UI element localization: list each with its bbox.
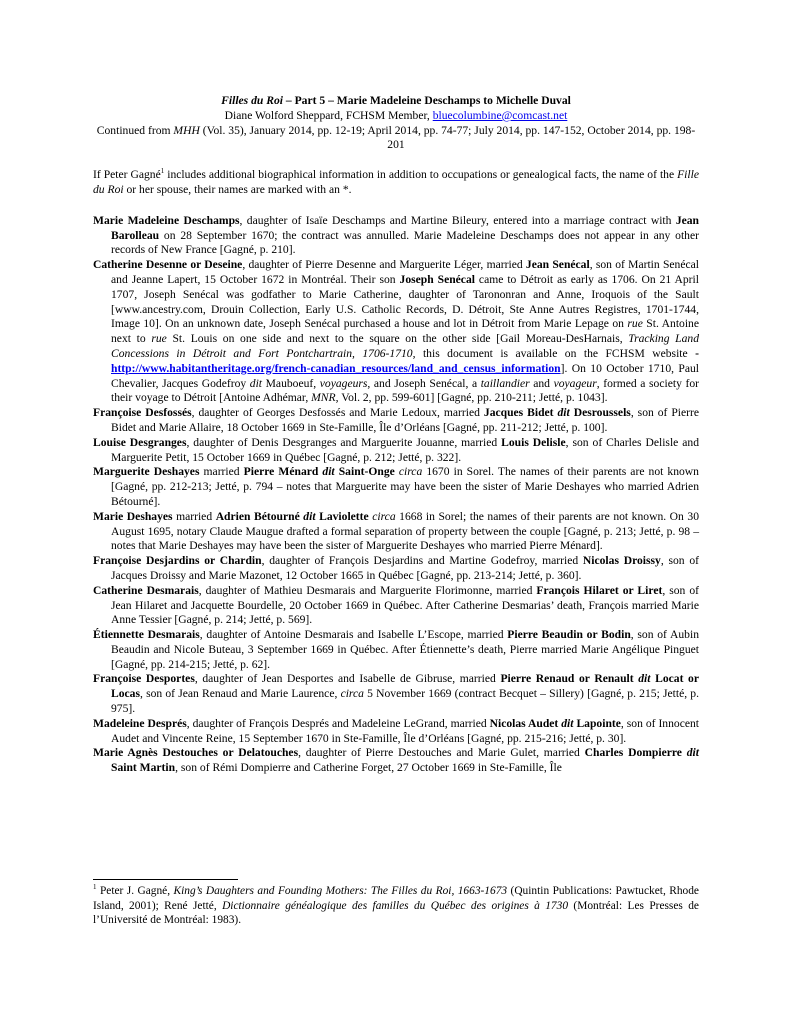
email-link[interactable]: bluecolumbine@comcast.net <box>432 108 568 122</box>
footnote-ref[interactable]: 1 <box>160 167 165 176</box>
footnote-divider <box>93 879 238 880</box>
list-item: Marie Deshayes married Adrien Bétourné dit Laviolette circa 1668 in Sorel; the names of their parents are not known. On 30 August 1695, notary Claude Maugue drafted a formal separation of property between the couple [Gagné, p. 213; Jetté, p. 98 – notes that Marie Deshayes may have been the sister of Marguerite Deshayes who married Pierre Ménard]. <box>93 509 699 553</box>
footnote: $^1$ Peter J. Gagné, King’s Daughters and Founding Mothers: The Filles du Roi, 1663-1673 (Quintin Publications: Pawtucket, Rhode Island, 2001); René Jetté, Dictionnaire généalogique des familles du Québec des origines à 1730 (Montréal: Les Presses de l’Université de Montréal: 1983). <box>93 883 699 927</box>
article-header <box>93 94 699 153</box>
list-item: Françoise Desjardins or Chardin, daughter of François Desjardins and Martine Godefroy, married Nicolas Droissy, son of Jacques Droissy and Marie Mazonet, 12 October 1665 in Québec [Gagné, pp. 213-214; Jetté, p. 360]. <box>93 554 699 582</box>
list-item: Catherine Desmarais, daughter of Mathieu Desmarais and Marguerite Florimonne, married François Hilaret or Liret, son of Jean Hilaret and Jacquette Bourdelle, 20 October 1669 in Québec. After Catherine Desmarias’ death, François married Marie Anne Tessier [Gagné, p. 214; Jetté, p. 569]. <box>93 583 699 627</box>
list-item: Marguerite Deshayes married Pierre Ménard dit Saint-Onge circa 1670 in Sorel. The names of their parents are not known [Gagné, pp. 212-213; Jetté, p. 794 – notes that Marguerite may have been the sister of Marie Deshayes who married Adrien Bétourné]. <box>93 465 699 508</box>
list-item: Louise Desgranges, daughter of Denis Desgranges and Marguerite Jouanne, married Louis Delisle, son of Charles Delisle and Marguerite Petit, 15 October 1669 in Québec [Gagné, p. 212; Jetté, p. 322]. <box>93 435 699 464</box>
list-item: Françoise Desportes, daughter of Jean Desportes and Isabelle de Gibruse, married Pierre Renaud or Renault dit Locat or Locas, son of Jean Renaud and Marie Laurence, circa 5 November 1669 (contract Becquet – Sillery) [Gagné, p. 215; Jetté, p. 975]. <box>93 672 699 716</box>
article-title: Filles du Roi – Part 5 – Marie Madeleine Deschamps to Michelle Duval <box>221 94 571 107</box>
entry-list <box>93 214 699 776</box>
article <box>93 94 699 776</box>
continuation-line: Continued from MHH (Vol. 35), January 2014, pp. 12-19; April 2014, pp. 74-77; July 2014, pp. 147-152, October 2014, pp. 198-201 <box>96 123 696 152</box>
footnote-number: 1 <box>93 883 97 892</box>
list-item: Marie Madeleine Deschamps, daughter of Isaïe Deschamps and Martine Bileury, entered into a marriage contract with Jean Barolleau on 28 September 1670; the contract was annulled. Marie Madeleine Deschamps does not appear in any other records of New France [Gagné, p. 210]. <box>93 213 699 257</box>
list-item: Étiennette Desmarais, daughter of Antoine Desmarais and Isabelle L’Escope, married Pierre Beaudin or Bodin, son of Aubin Beaudin and Nicole Buteau, 3 September 1669 in Québec. After Étiennette’s death, Pierre married Marie Angélique Pinguet [Gagné, pp. 214-215; Jetté, p. 62]. <box>93 628 699 671</box>
author-line: Diane Wolford Sheppard, FCHSM Member, bluecolumbine@comcast.net <box>224 108 568 122</box>
fchsm-website-link[interactable]: http://www.habitantheritage.org/french-canadian_resources/land_and_census_information <box>111 361 561 375</box>
list-item: Françoise Desfossés, daughter of Georges Desfossés and Marie Ledoux, married Jacques Bidet dit Desroussels, son of Pierre Bidet and Marie Allaire, 18 October 1669 in Ste-Famille, Île d’Orléans [Gagné, pp. 211-212; Jetté, p. 100]. <box>93 406 700 434</box>
intro-paragraph: If Peter Gagné$^1$ includes additional biographical information in addition to occupations or genealogical facts, the name of the Fille du Roi or her spouse, their names are marked with an *. <box>93 167 699 196</box>
list-item: Madeleine Després, daughter of François Després and Madeleine LeGrand, married Nicolas Audet dit Lapointe, son of Innocent Audet and Vincente Reine, 15 September 1670 in Ste-Famille, Île d’Orléans [Gagné, pp. 215-216; Jetté, p. 30]. <box>93 716 700 745</box>
list-item: Catherine Desenne or Deseine, daughter of Pierre Desenne and Marguerite Léger, married Jean Senécal, son of Martin Senécal and Jeanne Lapert, 15 October 1672 in Montréal. Their son Joseph Senécal came to Détroit as early as 1706. On 21 April 1707, Joseph Senécal was godfather to Marie Catherine, daughter of Tarononran and Anne, Iroquois of the Sault [www.ancestry.com, Drouin Collection, Early U.S. Catholic Records, D. Détroit, Ste Anne Autres Registres, 1701-1744, Image 10]. On an unknown date, Joseph Senécal purchased a house and lot in Détroit from Marie Lepage on rue St. Antoine next to rue St. Louis on one side and next to the square on the other side [Gail Moreau-DesHarnais, Tracking Land Concessions in Détroit and Fort Pontchartrain, 1706-1710, this document is available on the FCHSM website - http://www.habitantheritage.org/french-canadian_resources/land_and_census_information]. On 10 October 1710, Paul Chevalier, Jacques Godefroy dit Mauboeuf, voyageurs, and Joseph Senécal, a taillandier and voyageur, formed a society for their voyage to Détroit [Antoine Adhémar, MNR, Vol. 2, pp. 599-601] [Gagné, pp. 210-211; Jetté, p. 1043]. <box>93 258 700 405</box>
list-item: Marie Agnès Destouches or Delatouches, daughter of Pierre Destouches and Marie Gulet, married Charles Dompierre dit Saint Martin, son of Rémi Dompierre and Catherine Forget, 27 October 1669 in Ste-Famille, Île <box>93 746 699 775</box>
